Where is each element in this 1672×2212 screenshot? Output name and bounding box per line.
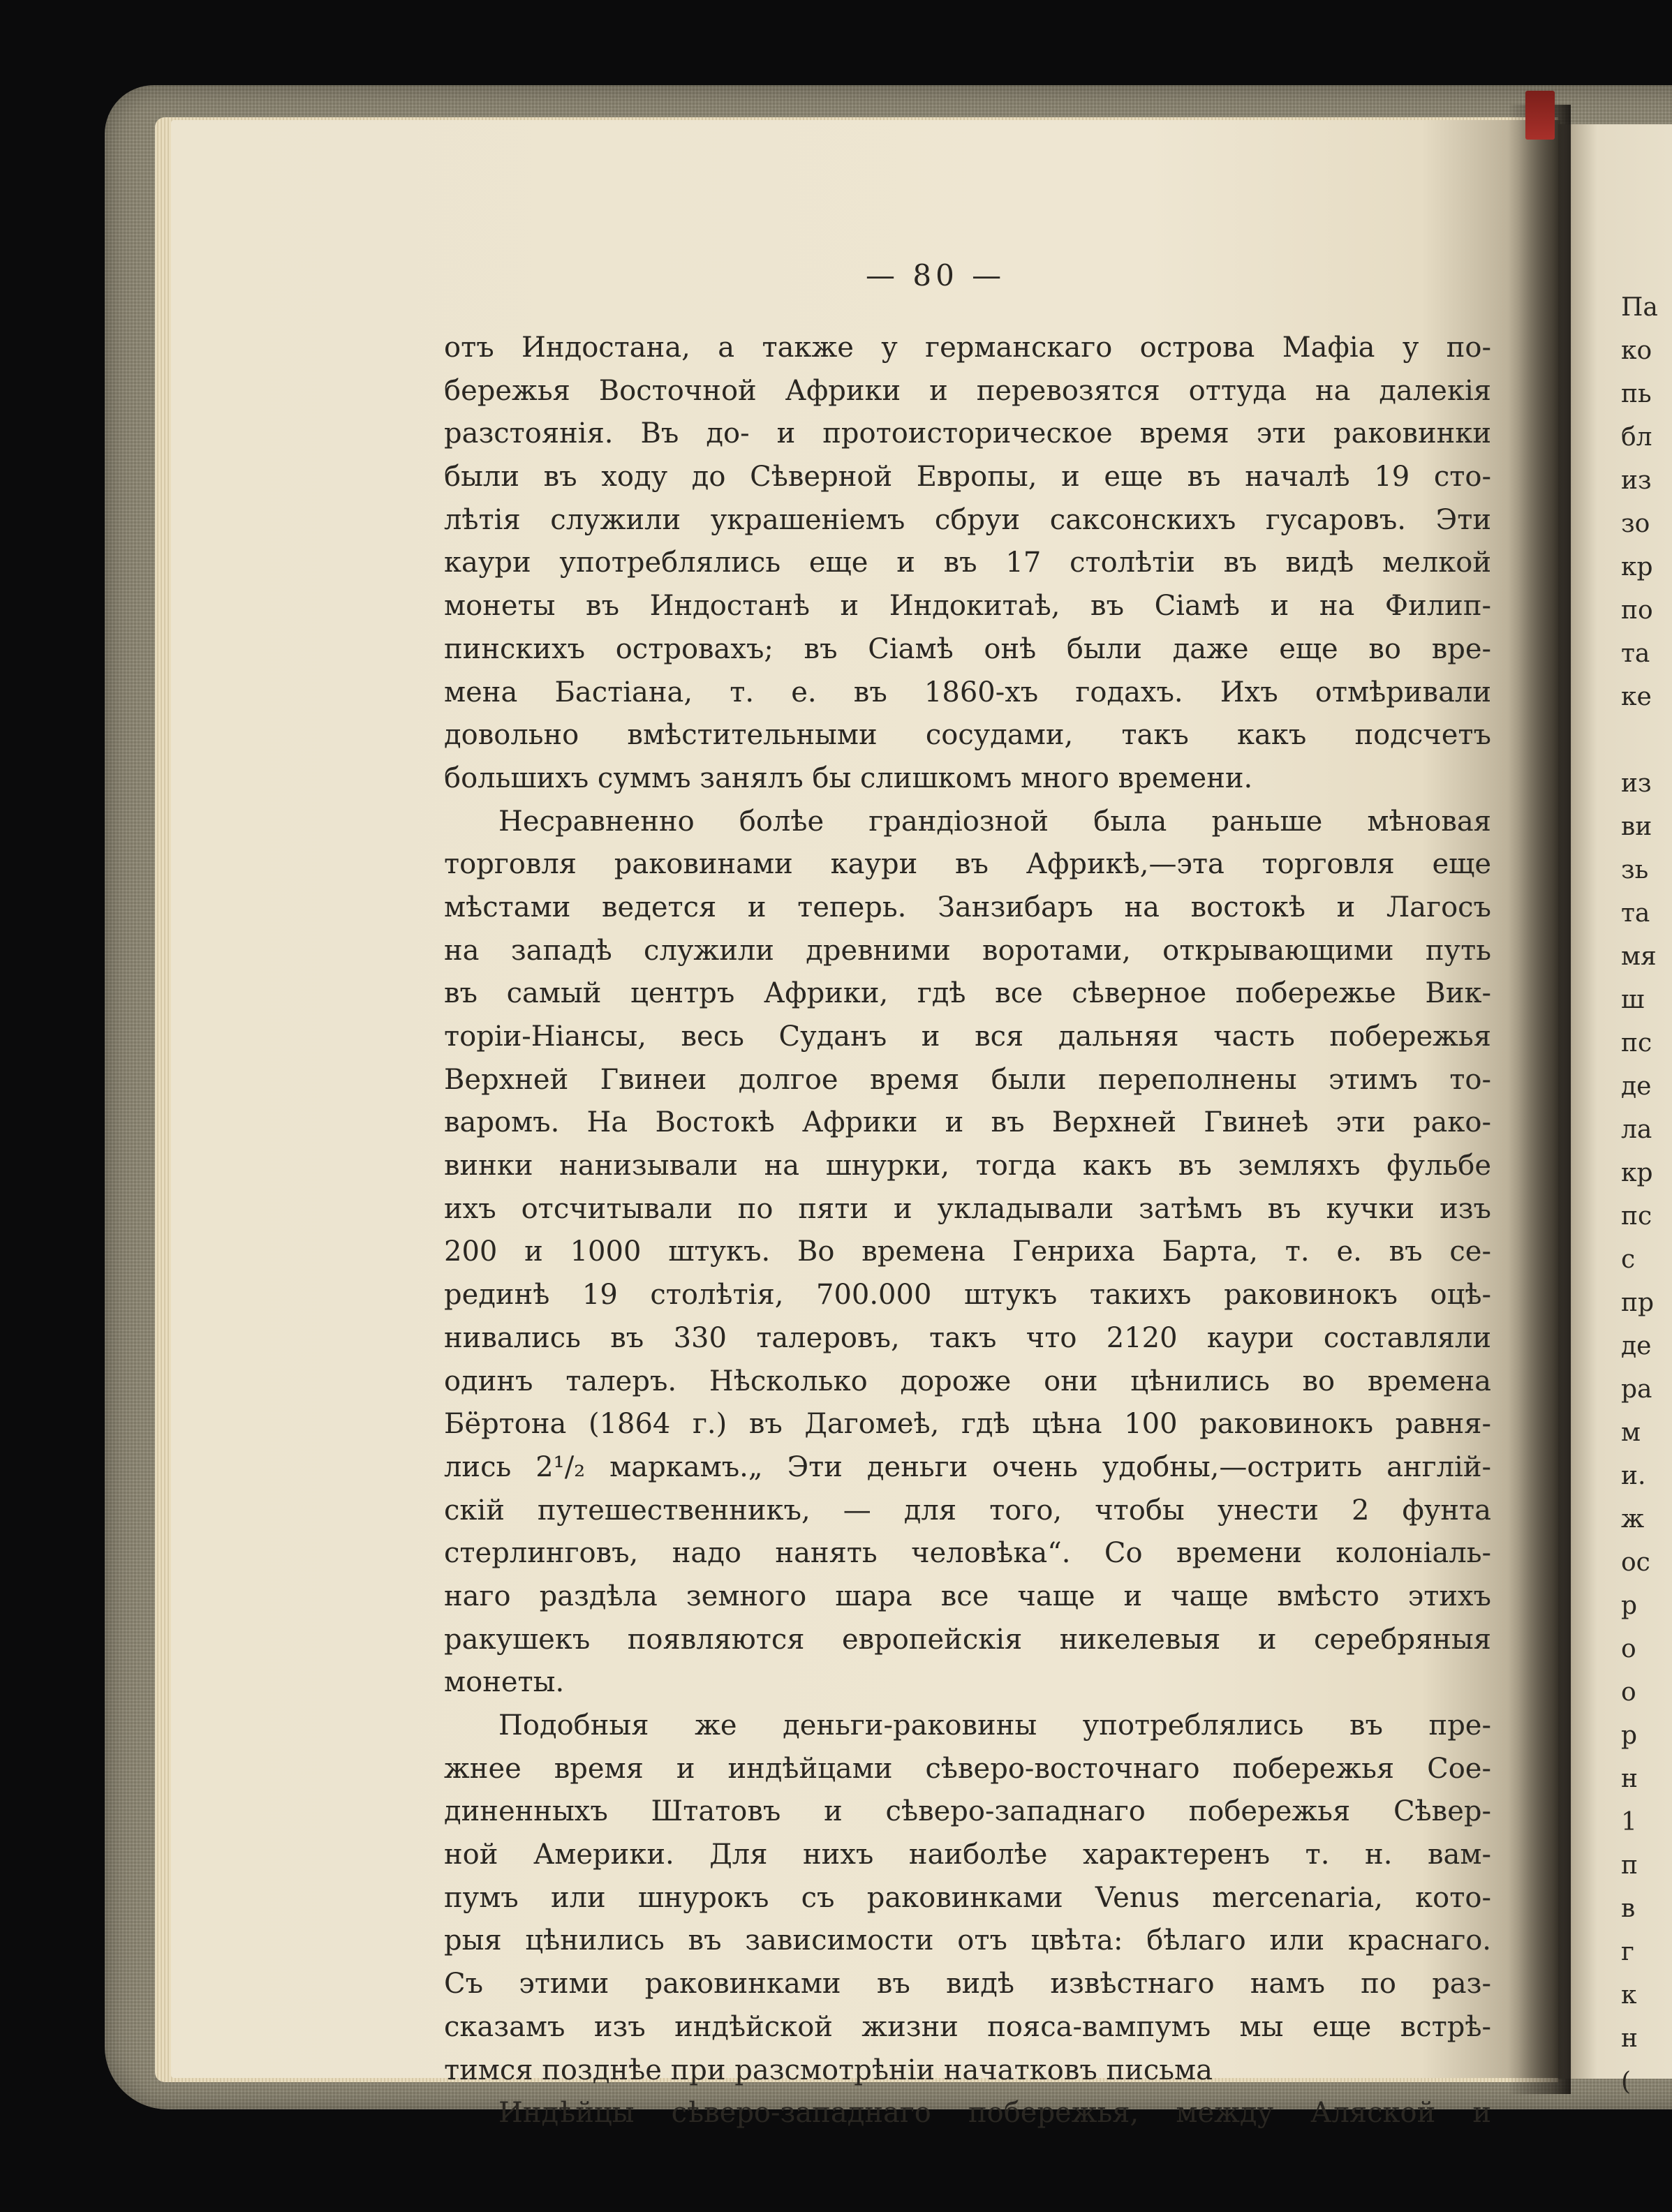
right-page-fragment: бл [1621, 423, 1652, 452]
text-line: стерлинговъ, надо нанять человѣка“. Со времени колоніаль- [444, 1537, 1491, 1570]
right-page-fragment: кр [1621, 553, 1653, 581]
text-line: рединѣ 19 столѣтія, 700.000 штукъ такихъ раковинокъ оцѣ- [444, 1279, 1491, 1312]
text-line: рыя цѣнились въ зависимости отъ цвѣта: бѣлаго или краснаго. [444, 1924, 1491, 1957]
right-page-fragment: ж [1621, 1505, 1645, 1534]
right-page-fragment: н [1621, 1765, 1638, 1793]
right-page-fragment: пь [1621, 380, 1652, 408]
right-page-fragment: по [1621, 596, 1653, 625]
text-line: мена Бастіана, т. е. въ 1860-хъ годахъ. Ихъ отмѣривали [444, 676, 1491, 708]
right-page-fragment: пс [1621, 1029, 1652, 1057]
text-line: были въ ходу до Сѣверной Европы, и еще въ началѣ 19 сто- [444, 461, 1491, 493]
right-page-fragment: п [1621, 1851, 1638, 1880]
text-line: торіи-Ніансы, весь Суданъ и вся дальняя часть побережья [444, 1020, 1491, 1053]
text-line: большихъ суммъ занялъ бы слишкомъ много времени. [444, 762, 1253, 794]
right-page-fragment: ко [1621, 336, 1652, 365]
text-line: Несравненно болѣе грандіозной была раньше мѣновая [498, 805, 1491, 838]
right-page-fragment: зь [1621, 856, 1649, 884]
right-page-fragment: кр [1621, 1159, 1653, 1187]
text-line: въ самый центръ Африки, гдѣ все сѣверное побережье Вик- [444, 977, 1491, 1010]
right-page-fragment: пр [1621, 1289, 1655, 1317]
text-line: отъ Индостана, а также у германскаго острова Мафіа у по- [444, 332, 1491, 364]
text-line: довольно вмѣстительными сосудами, такъ какъ подсчетъ [444, 719, 1491, 752]
text-line: Индѣйцы сѣверо-западнаго побережья, между Аляской и [498, 2097, 1491, 2130]
right-page-fragment: мя [1621, 942, 1657, 971]
right-page-fragment: с [1621, 1245, 1636, 1274]
right-page-fragment: ке [1621, 683, 1652, 711]
text-line: Верхней Гвинеи долгое время были переполнены этимъ то- [444, 1063, 1491, 1096]
text-line: лись 2¹/₂ маркамъ.„ Эти деньги очень удобны,—острить англій- [444, 1450, 1491, 1483]
right-page-fragment: ш [1621, 986, 1645, 1014]
text-line: лѣтія служили украшеніемъ сбруи саксонскихъ гусаровъ. Эти [444, 503, 1491, 536]
right-page-fragment: о [1621, 1635, 1636, 1663]
text-line: бережья Восточной Африки и перевозятся оттуда на далекія [444, 374, 1491, 407]
right-page-fragment: из [1621, 466, 1652, 495]
right-page-fragment: Па [1621, 293, 1658, 322]
text-line: на западѣ служили древними воротами, открывающими путь [444, 934, 1491, 967]
text-line: ной Америки. Для нихъ наиболѣе характеренъ т. н. вам- [444, 1839, 1491, 1871]
right-page-fragment: де [1621, 1072, 1652, 1101]
text-line: 200 и 1000 штукъ. Во времена Генриха Барта, т. е. въ се- [444, 1235, 1491, 1268]
text-line: наго раздѣла земного шара все чаще и чаще вмѣсто этихъ [444, 1580, 1491, 1612]
right-page-fragment: в [1621, 1894, 1636, 1923]
right-page-fragment: 1 [1621, 1808, 1637, 1836]
right-page-fragment: г [1621, 1938, 1634, 1966]
right-page-fragment: та [1621, 639, 1650, 668]
right-page-fragment: о [1621, 1678, 1636, 1707]
right-page-fragment: к [1621, 1981, 1637, 2010]
text-line: скій путешественникъ, — для того, чтобы унести 2 фунта [444, 1494, 1491, 1527]
text-line: монеты. [444, 1666, 565, 1699]
text-line: нивались въ 330 талеровъ, такъ что 2120 каури составляли [444, 1321, 1491, 1354]
right-page-fragment: пс [1621, 1202, 1652, 1231]
text-line: Съ этими раковинками въ видѣ извѣстнаго намъ по раз- [444, 1968, 1491, 2001]
right-page-fragment [1621, 719, 1672, 762]
right-page-fragment: р [1621, 1721, 1638, 1750]
right-page-fragment: и. [1621, 1462, 1646, 1490]
right-page-fragment: ра [1621, 1375, 1652, 1404]
text-line: ракушекъ появляются европейскія никелевыя и серебряныя [444, 1623, 1491, 1656]
text-line: винки нанизывали на шнурки, тогда какъ въ земляхъ фульбе [444, 1150, 1491, 1182]
text-line: пинскихъ островахъ; въ Сіамѣ онѣ были даже еще во вре- [444, 632, 1491, 665]
right-page-fragment: де [1621, 1332, 1652, 1360]
text-line: сказамъ изъ индѣйской жизни пояса-вампумъ мы еще встрѣ- [444, 2010, 1491, 2043]
right-page-fragment: ( [1621, 2068, 1632, 2096]
text-line: ихъ отсчитывали по пяти и укладывали затѣмъ въ кучки изъ [444, 1192, 1491, 1225]
right-page-fragment: зо [1621, 510, 1650, 538]
right-page-fragment: ви [1621, 812, 1652, 841]
right-page-text-fragments [1621, 286, 1672, 2104]
text-line: диненныхъ Штатовъ и сѣверо-западнаго побережья Сѣвер- [444, 1795, 1491, 1828]
text-line: торговля раковинами каури въ Африкѣ,—эта торговля еще [444, 848, 1491, 881]
text-line: варомъ. На Востокѣ Африки и въ Верхней Гвинеѣ эти рако- [444, 1106, 1491, 1139]
text-line: Бёртона (1864 г.) въ Дагомеѣ, гдѣ цѣна 100 раковинокъ равня- [444, 1408, 1491, 1441]
text-line: Подобныя же деньги-раковины употреблялись въ пре- [498, 1709, 1491, 1742]
spine-gutter-shadow [1508, 105, 1571, 2094]
right-page-fragment: р [1621, 1591, 1638, 1620]
right-page-fragment: ла [1621, 1115, 1652, 1144]
bookmark-ribbon [1525, 91, 1555, 140]
text-line: каури употреблялись еще и въ 17 столѣтіи въ видѣ мелкой [444, 547, 1491, 579]
page-text-block [444, 327, 1491, 2135]
text-line: монеты въ Индостанѣ и Индокитаѣ, въ Сіамѣ и на Филип- [444, 590, 1491, 623]
right-page-fragment: ос [1621, 1548, 1650, 1577]
text-line: одинъ талеръ. Нѣсколько дороже они цѣнились во времена [444, 1365, 1491, 1397]
text-line: мѣстами ведется и теперь. Занзибаръ на востокѣ и Лагосъ [444, 891, 1491, 923]
right-page-fragment: н [1621, 2024, 1638, 2053]
text-line: разстоянія. Въ до- и протоисторическое время эти раковинки [444, 417, 1491, 450]
right-page-fragment: из [1621, 769, 1652, 798]
text-line: пумъ или шнурокъ съ раковинками Venus mercenaria, кото- [444, 1881, 1491, 1914]
right-page-fragment: та [1621, 899, 1650, 928]
text-line: жнее время и индѣйцами сѣверо-восточнаго побережья Сое- [444, 1752, 1491, 1785]
page-number: — 80 — [866, 258, 1006, 292]
right-page-fragment: м [1621, 1418, 1641, 1447]
text-line: тимся позднѣе при разсмотрѣніи начатковъ письма [444, 2054, 1213, 2086]
